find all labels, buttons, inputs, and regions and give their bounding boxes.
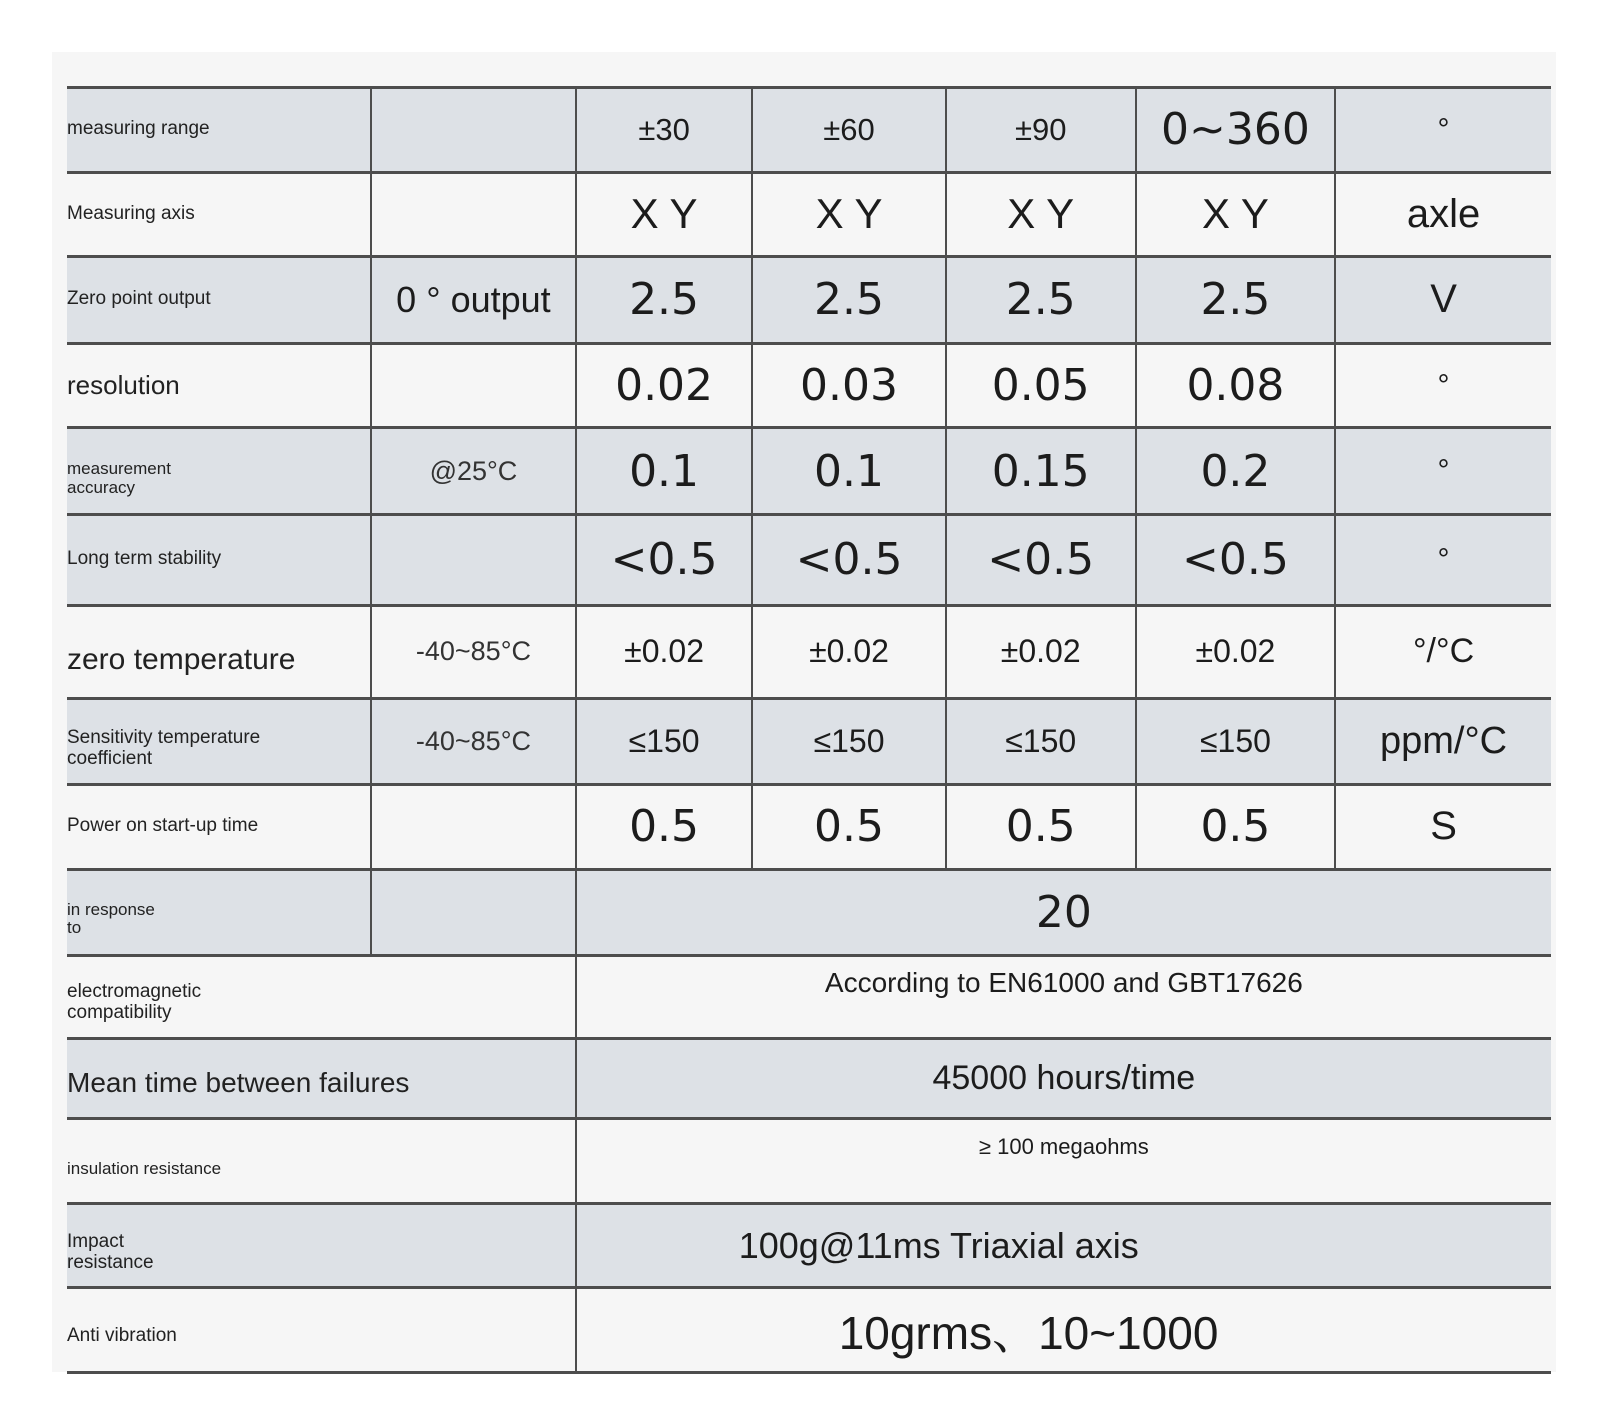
row-label: Zero point output	[67, 257, 371, 344]
row-label: Power on start-up time	[67, 785, 371, 870]
row-label: Impact resistance	[67, 1203, 576, 1288]
spec-row-sensitivity-temperature-coefficient	[67, 698, 1551, 785]
condition-cell: 0 ° output	[371, 257, 576, 344]
row-label: electromagnetic compatibility	[67, 956, 576, 1039]
spec-row-zero-temperature	[67, 605, 1551, 698]
value-cell: 0.2	[1136, 428, 1335, 515]
condition-cell: -40~85°C	[371, 698, 576, 785]
value-cell: 2.5	[946, 257, 1136, 344]
condition-cell	[371, 172, 576, 257]
merged-value-cell: 10grms、10~1000	[576, 1288, 1551, 1373]
spec-row-mean-time-between-failures	[67, 1038, 1551, 1118]
row-label: zero temperature	[67, 605, 371, 698]
merged-value-cell: 45000 hours/time	[576, 1038, 1551, 1118]
condition-cell: @25°C	[371, 428, 576, 515]
value-cell: 2.5	[1136, 257, 1335, 344]
value-cell: 0.02	[576, 343, 753, 428]
value-cell: 0.5	[576, 785, 753, 870]
value-cell: ±90	[946, 88, 1136, 173]
spec-row-anti-vibration	[67, 1288, 1551, 1373]
unit-cell: axle	[1335, 172, 1551, 257]
value-cell: X Y	[752, 172, 945, 257]
unit-cell: V	[1335, 257, 1551, 344]
value-cell: ≤150	[752, 698, 945, 785]
row-label: Mean time between failures	[67, 1038, 576, 1118]
value-cell: <0.5	[752, 514, 945, 605]
value-cell: 0.03	[752, 343, 945, 428]
merged-value-cell: ≥ 100 megaohms	[576, 1119, 1551, 1204]
value-cell: X Y	[1136, 172, 1335, 257]
value-cell: ±0.02	[946, 605, 1136, 698]
value-cell: 0.5	[946, 785, 1136, 870]
value-cell: 2.5	[752, 257, 945, 344]
spec-row-measuring-range	[67, 88, 1551, 173]
value-cell: <0.5	[946, 514, 1136, 605]
row-label: Sensitivity temperature coefficient	[67, 698, 371, 785]
merged-value-cell: 100g@11ms Triaxial axis	[576, 1203, 1551, 1288]
spec-row-measurement-accuracy	[67, 428, 1551, 515]
value-cell: ±30	[576, 88, 753, 173]
value-cell: 0.5	[1136, 785, 1335, 870]
row-label: Anti vibration	[67, 1288, 576, 1373]
unit-cell: °	[1335, 428, 1551, 515]
value-cell: 2.5	[576, 257, 753, 344]
condition-cell	[371, 785, 576, 870]
value-cell: <0.5	[1136, 514, 1335, 605]
row-label: measuring range	[67, 88, 371, 173]
specification-table	[67, 86, 1551, 1374]
spec-row-electromagnetic-compatibility	[67, 956, 1551, 1039]
value-cell: <0.5	[576, 514, 753, 605]
unit-cell: °	[1335, 514, 1551, 605]
row-label: measurement accuracy	[67, 428, 371, 515]
value-cell: ±0.02	[752, 605, 945, 698]
spec-row-resolution	[67, 343, 1551, 428]
value-cell: ±60	[752, 88, 945, 173]
value-cell: 0.05	[946, 343, 1136, 428]
row-label: Long term stability	[67, 514, 371, 605]
condition-cell	[371, 869, 576, 956]
value-cell: ±0.02	[1136, 605, 1335, 698]
unit-cell: °/°C	[1335, 605, 1551, 698]
spec-row-insulation-resistance	[67, 1119, 1551, 1204]
row-label: in response to	[67, 869, 371, 956]
condition-cell: -40~85°C	[371, 605, 576, 698]
value-cell: ±0.02	[576, 605, 753, 698]
unit-cell: ppm/°C	[1335, 698, 1551, 785]
row-label: insulation resistance	[67, 1119, 576, 1204]
value-cell: 0.1	[576, 428, 753, 515]
merged-value-cell: According to EN61000 and GBT17626	[576, 956, 1551, 1039]
value-cell: ≤150	[576, 698, 753, 785]
condition-cell	[371, 343, 576, 428]
spec-row-impact-resistance	[67, 1203, 1551, 1288]
spec-row-long-term-stability	[67, 514, 1551, 605]
spec-row-power-on-start-up-time	[67, 785, 1551, 870]
merged-value-cell: 20	[576, 869, 1551, 956]
value-cell: 0.15	[946, 428, 1136, 515]
value-cell: 0.5	[752, 785, 945, 870]
value-cell: 0~360	[1136, 88, 1335, 173]
value-cell: ≤150	[946, 698, 1136, 785]
unit-cell: °	[1335, 343, 1551, 428]
value-cell: 0.1	[752, 428, 945, 515]
value-cell: ≤150	[1136, 698, 1335, 785]
condition-cell	[371, 88, 576, 173]
row-label: resolution	[67, 343, 371, 428]
row-label: Measuring axis	[67, 172, 371, 257]
value-cell: X Y	[576, 172, 753, 257]
unit-cell: °	[1335, 88, 1551, 173]
value-cell: X Y	[946, 172, 1136, 257]
spec-row-measuring-axis	[67, 172, 1551, 257]
spec-row-in-response-to	[67, 869, 1551, 956]
spec-row-zero-point-output	[67, 257, 1551, 344]
condition-cell	[371, 514, 576, 605]
value-cell: 0.08	[1136, 343, 1335, 428]
unit-cell: S	[1335, 785, 1551, 870]
